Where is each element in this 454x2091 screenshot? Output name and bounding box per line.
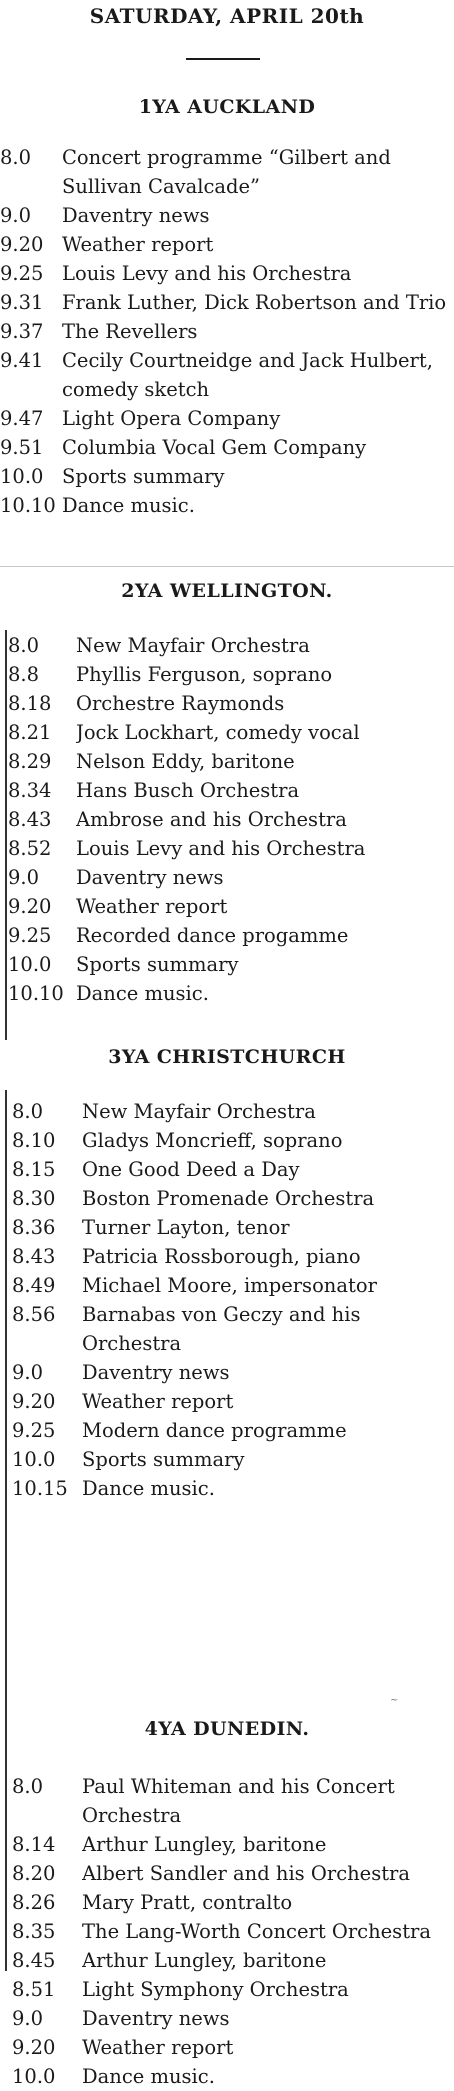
programme-title: The Lang-Worth Concert Orchestra bbox=[82, 1920, 431, 1943]
programme-time: 8.10 bbox=[12, 1129, 56, 1152]
programme-title: Louis Levy and his Orchestra bbox=[76, 837, 366, 860]
programme-row bbox=[0, 143, 454, 201]
programme-time: 8.34 bbox=[8, 779, 52, 802]
programme-time: 9.31 bbox=[0, 291, 44, 314]
programme-row bbox=[0, 433, 454, 462]
programme-title: Mary Pratt, contralto bbox=[82, 1891, 293, 1914]
programme-list-auckland bbox=[0, 143, 454, 520]
programme-title: New Mayfair Orchestra bbox=[76, 634, 310, 657]
programme-row bbox=[0, 201, 454, 230]
programme-time: 10.10 bbox=[8, 982, 64, 1005]
programme-time: 8.18 bbox=[8, 692, 52, 715]
programme-time: 8.49 bbox=[12, 1274, 56, 1297]
programme-row bbox=[0, 1358, 454, 1387]
programme-title: Orchestre Raymonds bbox=[76, 692, 285, 715]
programme-title: Michael Moore, impersonator bbox=[82, 1274, 377, 1297]
programme-row bbox=[0, 317, 454, 346]
programme-time: 9.25 bbox=[0, 262, 44, 285]
programme-list-christchurch bbox=[0, 1097, 454, 1503]
programme-time: 9.20 bbox=[8, 895, 52, 918]
programme-title: Phyllis Ferguson, soprano bbox=[76, 663, 333, 686]
programme-row bbox=[0, 346, 454, 404]
programme-title: Sports summary bbox=[82, 1448, 245, 1471]
programme-title: Louis Levy and his Orchestra bbox=[62, 262, 352, 285]
programme-time: 8.43 bbox=[8, 808, 52, 831]
programme-title: Light Opera Company bbox=[62, 407, 281, 430]
programme-time: 9.25 bbox=[12, 1419, 56, 1442]
programme-row bbox=[0, 1859, 454, 1888]
station-heading-dunedin: 4YA DUNEDIN. bbox=[144, 1718, 310, 1740]
programme-row bbox=[0, 288, 454, 317]
programme-time: 8.52 bbox=[8, 837, 52, 860]
heading-rule bbox=[186, 58, 260, 60]
programme-row bbox=[0, 805, 454, 834]
date-heading: SATURDAY, APRIL 20th bbox=[89, 4, 365, 28]
programme-title: Weather report bbox=[76, 895, 228, 918]
programme-row bbox=[0, 2062, 454, 2091]
programme-title: New Mayfair Orchestra bbox=[82, 1100, 316, 1123]
programme-time: 8.0 bbox=[8, 634, 40, 657]
programme-time: 9.20 bbox=[12, 1390, 56, 1413]
programme-list-dunedin bbox=[0, 1772, 454, 2091]
programme-time: 8.21 bbox=[8, 721, 52, 744]
programme-row bbox=[0, 491, 454, 520]
programme-row bbox=[0, 979, 454, 1008]
section-separator bbox=[0, 566, 454, 567]
programme-time: 8.51 bbox=[12, 1978, 56, 2001]
programme-row bbox=[0, 1126, 454, 1155]
programme-row bbox=[0, 1975, 454, 2004]
ink-speck: ~ bbox=[390, 1695, 399, 1706]
programme-row bbox=[0, 718, 454, 747]
programme-row bbox=[0, 1213, 454, 1242]
programme-title: Frank Luther, Dick Robertson and Trio bbox=[62, 291, 447, 314]
programme-title: Arthur Lungley, baritone bbox=[82, 1949, 327, 1972]
programme-title: Daventry news bbox=[62, 204, 210, 227]
programme-row bbox=[0, 404, 454, 433]
programme-time: 10.15 bbox=[12, 1477, 68, 1500]
programme-row bbox=[0, 230, 454, 259]
programme-title: Sports summary bbox=[76, 953, 239, 976]
programme-title: Sports summary bbox=[62, 465, 225, 488]
programme-row bbox=[0, 689, 454, 718]
programme-row bbox=[0, 1888, 454, 1917]
programme-title: Ambrose and his Orchestra bbox=[76, 808, 347, 831]
programme-time: 9.47 bbox=[0, 407, 44, 430]
programme-row bbox=[0, 2004, 454, 2033]
programme-title: Arthur Lungley, baritone bbox=[82, 1833, 327, 1856]
programme-row bbox=[0, 1830, 454, 1859]
programme-time: 10.0 bbox=[8, 953, 52, 976]
programme-time: 8.0 bbox=[12, 1775, 44, 1798]
programme-row bbox=[0, 1772, 454, 1830]
programme-time: 8.0 bbox=[12, 1100, 44, 1123]
programme-title: Modern dance programme bbox=[82, 1419, 347, 1442]
programme-title: Turner Layton, tenor bbox=[82, 1216, 290, 1239]
programme-time: 8.36 bbox=[12, 1216, 56, 1239]
programme-row bbox=[0, 1300, 454, 1358]
programme-row bbox=[0, 747, 454, 776]
programme-row bbox=[0, 1416, 454, 1445]
programme-title: Weather report bbox=[62, 233, 214, 256]
programme-time: 9.41 bbox=[0, 349, 44, 372]
programme-time: 10.0 bbox=[0, 465, 44, 488]
programme-title: The Revellers bbox=[62, 320, 198, 343]
programme-time: 8.29 bbox=[8, 750, 52, 773]
programme-row bbox=[0, 631, 454, 660]
programme-time: 10.0 bbox=[12, 1448, 56, 1471]
programme-title: Concert programme “Gilbert and Sullivan Cavalcade” bbox=[62, 146, 391, 198]
programme-title: Light Symphony Orchestra bbox=[82, 1978, 349, 2001]
programme-row bbox=[0, 660, 454, 689]
programme-row bbox=[0, 1184, 454, 1213]
programme-row bbox=[0, 921, 454, 950]
programme-title: Albert Sandler and his Orchestra bbox=[82, 1862, 411, 1885]
programme-title: Columbia Vocal Gem Company bbox=[62, 436, 367, 459]
programme-time: 9.0 bbox=[8, 866, 40, 889]
programme-time: 8.20 bbox=[12, 1862, 56, 1885]
programme-row bbox=[0, 1155, 454, 1184]
programme-title: Dance music. bbox=[82, 2065, 215, 2088]
programme-row bbox=[0, 834, 454, 863]
station-heading-auckland: 1YA AUCKLAND bbox=[138, 96, 316, 118]
programme-title: Paul Whiteman and his Concert Orchestra bbox=[82, 1775, 395, 1827]
programme-title: Weather report bbox=[82, 1390, 234, 1413]
programme-time: 9.0 bbox=[12, 2007, 44, 2030]
programme-row bbox=[0, 1271, 454, 1300]
programme-row bbox=[0, 892, 454, 921]
programme-row bbox=[0, 1387, 454, 1416]
programme-row bbox=[0, 1917, 454, 1946]
programme-title: Daventry news bbox=[76, 866, 224, 889]
programme-row bbox=[0, 1445, 454, 1474]
programme-title: Patricia Rossborough, piano bbox=[82, 1245, 361, 1268]
programme-time: 8.15 bbox=[12, 1158, 56, 1181]
programme-time: 8.8 bbox=[8, 663, 40, 686]
programme-title: Weather report bbox=[82, 2036, 234, 2059]
programme-row bbox=[0, 1242, 454, 1271]
programme-list-wellington bbox=[0, 631, 454, 1008]
programme-row bbox=[0, 1474, 454, 1503]
programme-title: Dance music. bbox=[62, 494, 195, 517]
programme-row bbox=[0, 863, 454, 892]
programme-title: Hans Busch Orchestra bbox=[76, 779, 300, 802]
programme-time: 8.26 bbox=[12, 1891, 56, 1914]
programme-title: Cecily Courtneidge and Jack Hulbert, comedy sketch bbox=[62, 349, 433, 401]
programme-row bbox=[0, 2033, 454, 2062]
programme-title: Boston Promenade Orchestra bbox=[82, 1187, 375, 1210]
programme-time: 10.10 bbox=[0, 494, 56, 517]
programme-row bbox=[0, 950, 454, 979]
programme-title: One Good Deed a Day bbox=[82, 1158, 300, 1181]
programme-time: 8.43 bbox=[12, 1245, 56, 1268]
programme-title: Dance music. bbox=[82, 1477, 215, 1500]
programme-row bbox=[0, 776, 454, 805]
programme-time: 9.51 bbox=[0, 436, 44, 459]
programme-time: 8.30 bbox=[12, 1187, 56, 1210]
programme-title: Recorded dance progamme bbox=[76, 924, 349, 947]
programme-title: Jock Lockhart, comedy vocal bbox=[76, 721, 360, 744]
programme-row bbox=[0, 462, 454, 491]
programme-title: Daventry news bbox=[82, 1361, 230, 1384]
programme-time: 8.45 bbox=[12, 1949, 56, 1972]
programme-title: Dance music. bbox=[76, 982, 209, 1005]
programme-time: 9.0 bbox=[12, 1361, 44, 1384]
programme-time: 9.20 bbox=[12, 2036, 56, 2059]
programme-title: Barnabas von Geczy and his Orchestra bbox=[82, 1303, 361, 1355]
programme-row bbox=[0, 1097, 454, 1126]
programme-time: 9.0 bbox=[0, 204, 32, 227]
programme-title: Gladys Moncrieff, soprano bbox=[82, 1129, 343, 1152]
programme-time: 9.25 bbox=[8, 924, 52, 947]
programme-time: 8.35 bbox=[12, 1920, 56, 1943]
programme-title: Daventry news bbox=[82, 2007, 230, 2030]
programme-time: 8.14 bbox=[12, 1833, 56, 1856]
programme-time: 10.0 bbox=[12, 2065, 56, 2088]
programme-row bbox=[0, 259, 454, 288]
station-heading-christchurch: 3YA CHRISTCHURCH bbox=[108, 1046, 346, 1068]
programme-time: 8.0 bbox=[0, 146, 32, 169]
station-heading-wellington: 2YA WELLINGTON. bbox=[121, 580, 333, 602]
programme-time: 9.20 bbox=[0, 233, 44, 256]
programme-time: 9.37 bbox=[0, 320, 44, 343]
programme-title: Nelson Eddy, baritone bbox=[76, 750, 295, 773]
programme-time: 8.56 bbox=[12, 1303, 56, 1326]
